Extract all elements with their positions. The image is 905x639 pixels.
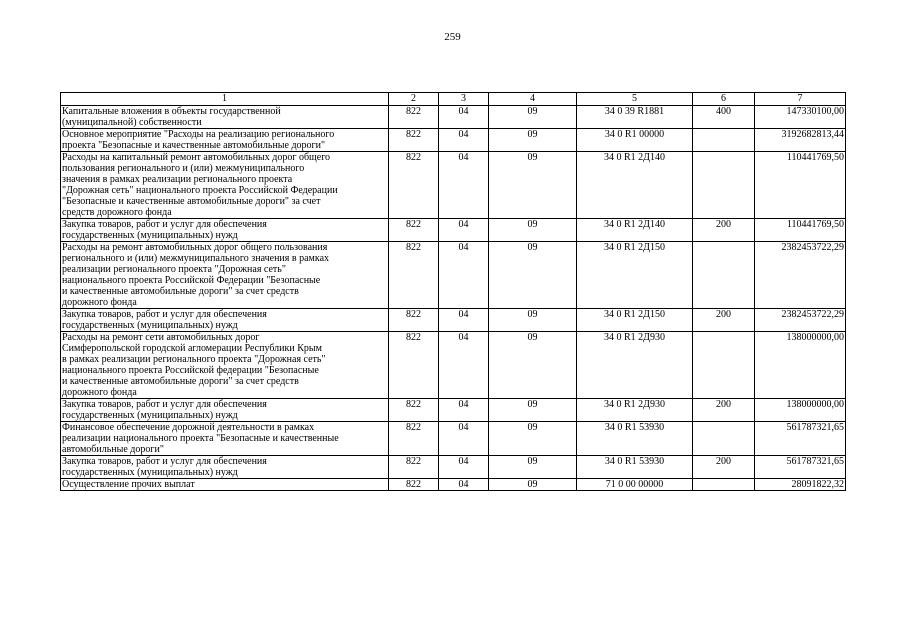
- row-subsection-code: 09: [489, 479, 577, 491]
- row-section-code: 04: [439, 399, 489, 422]
- row-description: Расходы на ремонт автомобильных дорог общего пользования регионального и (или) межмуниципального значения в рамках реализации регионального проекта "Дорожная сеть" национального проекта Российской Федерации "Безопасные и качественные автомобильные дороги" за счет средств дорожного фонда: [61, 242, 389, 309]
- table-row: [61, 129, 846, 152]
- row-section-code: 04: [439, 456, 489, 479]
- row-section-code: 04: [439, 332, 489, 399]
- table-row: [61, 399, 846, 422]
- column-header: 2: [389, 93, 439, 106]
- row-expense-type: 200: [693, 219, 755, 242]
- row-expense-type: [693, 332, 755, 399]
- row-subsection-code: 09: [489, 219, 577, 242]
- row-description: Капитальные вложения в объекты государственной (муниципальной) собственности: [61, 106, 389, 129]
- row-subsection-code: 09: [489, 242, 577, 309]
- row-description: Финансовое обеспечение дорожной деятельности в рамках реализации национального проекта "Безопасные и качественные автомобильные дороги": [61, 422, 389, 456]
- row-expense-type: [693, 129, 755, 152]
- row-grbs-code: 822: [389, 456, 439, 479]
- row-grbs-code: 822: [389, 479, 439, 491]
- row-section-code: 04: [439, 479, 489, 491]
- row-description: Основное мероприятие "Расходы на реализацию регионального проекта "Безопасные и качественные автомобильные дороги": [61, 129, 389, 152]
- table-row: [61, 456, 846, 479]
- row-expense-type: 400: [693, 106, 755, 129]
- table-row: [61, 309, 846, 332]
- row-grbs-code: 822: [389, 399, 439, 422]
- row-expense-type: [693, 479, 755, 491]
- row-description: Закупка товаров, работ и услуг для обеспечения государственных (муниципальных) нужд: [61, 219, 389, 242]
- row-subsection-code: 09: [489, 106, 577, 129]
- table-row: [61, 242, 846, 309]
- row-amount: 561787321,65: [755, 456, 846, 479]
- row-amount: 3192682813,44: [755, 129, 846, 152]
- row-grbs-code: 822: [389, 152, 439, 219]
- row-amount: 28091822,32: [755, 479, 846, 491]
- row-target-code: 71 0 00 00000: [577, 479, 693, 491]
- row-target-code: 34 0 R1 2Д150: [577, 242, 693, 309]
- row-section-code: 04: [439, 422, 489, 456]
- row-section-code: 04: [439, 219, 489, 242]
- column-header: 7: [755, 93, 846, 106]
- table-row: [61, 152, 846, 219]
- column-header: 5: [577, 93, 693, 106]
- row-section-code: 04: [439, 106, 489, 129]
- row-target-code: 34 0 R1 2Д140: [577, 219, 693, 242]
- row-expense-type: [693, 242, 755, 309]
- row-target-code: 34 0 R1 53930: [577, 422, 693, 456]
- row-description: Осуществление прочих выплат: [61, 479, 389, 491]
- row-subsection-code: 09: [489, 422, 577, 456]
- row-subsection-code: 09: [489, 456, 577, 479]
- column-header: 6: [693, 93, 755, 106]
- row-description: Закупка товаров, работ и услуг для обеспечения государственных (муниципальных) нужд: [61, 456, 389, 479]
- row-target-code: 34 0 R1 2Д930: [577, 399, 693, 422]
- row-expense-type: [693, 422, 755, 456]
- row-target-code: 34 0 R1 00000: [577, 129, 693, 152]
- row-amount: 138000000,00: [755, 399, 846, 422]
- column-header: 1: [61, 93, 389, 106]
- row-description: Расходы на ремонт сети автомобильных дорог Симферопольской городской агломерации Республики Крым в рамках реализации регионального проекта "Дорожная сеть" национального проекта Российской федерации "Безопасные и качественные автомобильные дороги" за счет средств дорожного фонда: [61, 332, 389, 399]
- table-row: [61, 332, 846, 399]
- row-section-code: 04: [439, 309, 489, 332]
- table-row: [61, 479, 846, 491]
- row-target-code: 34 0 R1 2Д930: [577, 332, 693, 399]
- row-section-code: 04: [439, 242, 489, 309]
- page-number: 259: [444, 31, 461, 43]
- row-amount: 138000000,00: [755, 332, 846, 399]
- row-subsection-code: 09: [489, 399, 577, 422]
- row-grbs-code: 822: [389, 106, 439, 129]
- row-expense-type: 200: [693, 309, 755, 332]
- budget-table: [60, 92, 846, 491]
- table-row: [61, 219, 846, 242]
- row-amount: 561787321,65: [755, 422, 846, 456]
- row-amount: 147330100,00: [755, 106, 846, 129]
- column-header: 4: [489, 93, 577, 106]
- row-description: Закупка товаров, работ и услуг для обеспечения государственных (муниципальных) нужд: [61, 309, 389, 332]
- table-row: [61, 106, 846, 129]
- row-subsection-code: 09: [489, 332, 577, 399]
- row-expense-type: 200: [693, 399, 755, 422]
- row-expense-type: 200: [693, 456, 755, 479]
- row-subsection-code: 09: [489, 129, 577, 152]
- row-grbs-code: 822: [389, 332, 439, 399]
- row-section-code: 04: [439, 129, 489, 152]
- row-target-code: 34 0 R1 53930: [577, 456, 693, 479]
- column-header: 3: [439, 93, 489, 106]
- row-grbs-code: 822: [389, 219, 439, 242]
- row-grbs-code: 822: [389, 422, 439, 456]
- row-grbs-code: 822: [389, 309, 439, 332]
- row-grbs-code: 822: [389, 129, 439, 152]
- column-number-row: [61, 93, 846, 106]
- table-row: [61, 422, 846, 456]
- row-description: Закупка товаров, работ и услуг для обеспечения государственных (муниципальных) нужд: [61, 399, 389, 422]
- row-section-code: 04: [439, 152, 489, 219]
- row-amount: 2382453722,29: [755, 242, 846, 309]
- row-amount: 110441769,50: [755, 219, 846, 242]
- row-target-code: 34 0 R1 2Д150: [577, 309, 693, 332]
- row-description: Расходы на капитальный ремонт автомобильных дорог общего пользования регионального и (или) межмуниципального значения в рамках реализации регионального проекта "Дорожная сеть" национального проекта Российской Федерации "Безопасные и качественные автомобильные дороги" за счет средств дорожного фонда: [61, 152, 389, 219]
- row-amount: 110441769,50: [755, 152, 846, 219]
- row-grbs-code: 822: [389, 242, 439, 309]
- row-target-code: 34 0 R1 2Д140: [577, 152, 693, 219]
- row-target-code: 34 0 39 R1881: [577, 106, 693, 129]
- row-subsection-code: 09: [489, 152, 577, 219]
- row-expense-type: [693, 152, 755, 219]
- row-subsection-code: 09: [489, 309, 577, 332]
- row-amount: 2382453722,29: [755, 309, 846, 332]
